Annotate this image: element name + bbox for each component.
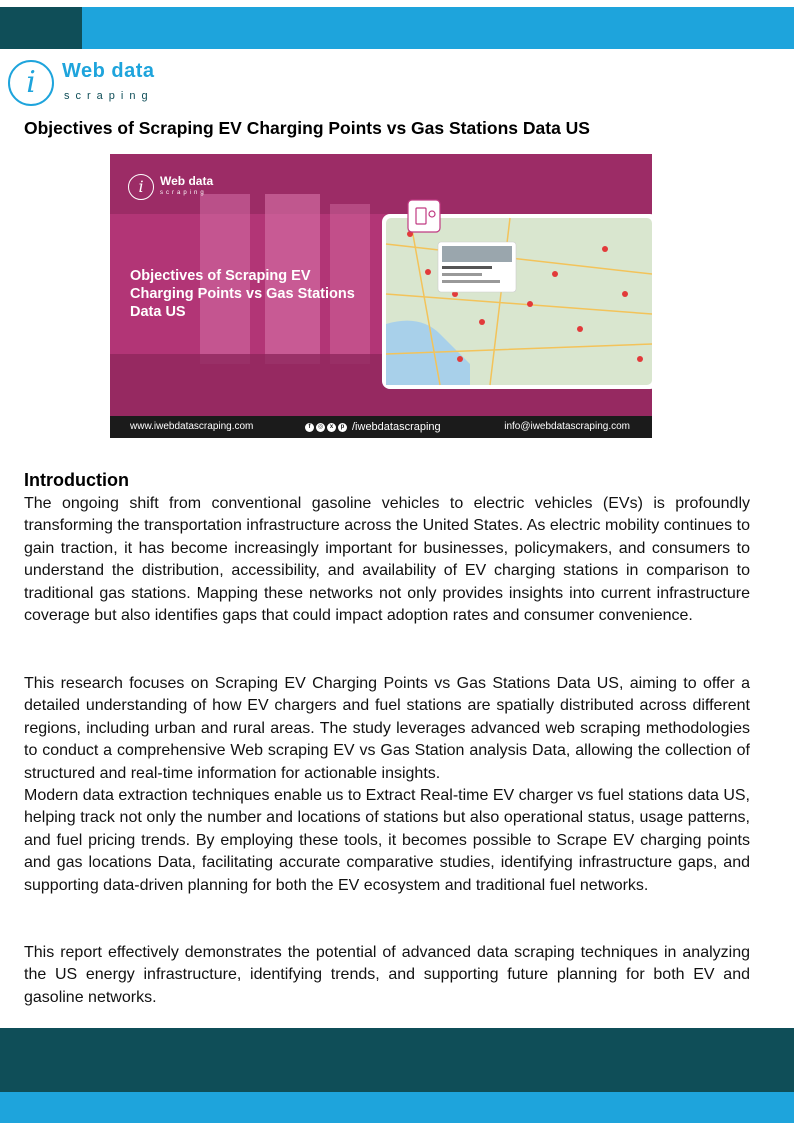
logo-letter: i xyxy=(26,65,36,100)
intro-paragraph: This report effectively demonstrates the potential of advanced data scraping techniques in analyzing the US energy infrastructure, identifying trends, and supporting future planning for both EV and gasoline networks. xyxy=(24,944,750,1006)
intro-paragraph: This research focuses on Scraping EV Charging Points vs Gas Stations Data US, aiming to offer a detailed understanding of how EV chargers and fuel stations are spatially distributed across different regions, including urban and rural areas. The study leverages advanced web scraping methodologies to conduct a comprehensive Web scraping EV vs Gas Station analysis Data, allowing the collection of structured and real-time information for actionable insights. xyxy=(24,675,750,782)
hero-logo xyxy=(128,172,248,204)
map-info-photo xyxy=(442,246,512,262)
map-info-line xyxy=(442,273,482,276)
instagram-icon[interactable]: ◎ xyxy=(317,423,324,430)
footer-band-light xyxy=(0,1092,794,1123)
header-accent-dark xyxy=(0,7,82,49)
map-pin xyxy=(602,246,608,252)
footer-band-dark xyxy=(0,1028,794,1092)
facebook-icon[interactable]: f xyxy=(305,423,314,432)
hero-banner xyxy=(110,154,652,438)
hero-email[interactable]: info@iwebdatascraping.com xyxy=(504,421,630,432)
map-pin xyxy=(457,356,463,362)
pinterest-icon[interactable]: p xyxy=(338,423,347,432)
hero-logo-wordmark: Web data xyxy=(160,174,214,188)
brand-logo[interactable] xyxy=(8,58,178,112)
map-pin xyxy=(527,301,533,307)
hero-footer xyxy=(110,416,652,438)
map-info-line xyxy=(442,280,500,283)
hero-social-handle[interactable]: /iwebdatascraping xyxy=(352,421,441,433)
logo-circle xyxy=(8,60,54,106)
logo-wordmark: Web data xyxy=(62,60,155,82)
hero-website[interactable]: www.iwebdatascraping.com xyxy=(130,421,254,432)
intro-paragraph: The ongoing shift from conventional gasoline vehicles to electric vehicles (EVs) is profoundly transforming the transportation infrastructure across the United States. As electric mobility continues to gain traction, it has become increasingly important for businesses, policymakers, and consumers to understand the distribution, accessibility, and availability of EV charging stations in comparison to traditional gas stations. Mapping these networks not only provides insights into current infrastructure coverage but also identifies gaps that could impact adoption rates and consumer convenience. xyxy=(24,495,750,625)
map-pin xyxy=(622,291,628,297)
page-title: Objectives of Scraping EV Charging Points vs Gas Stations Data US xyxy=(24,118,590,138)
x-icon[interactable]: x xyxy=(327,423,336,432)
map-pin xyxy=(479,319,485,325)
hero-social xyxy=(305,421,441,433)
header-accent-light xyxy=(82,7,794,49)
intro-paragraph: Modern data extraction techniques enable us to Extract Real-time EV charger vs fuel stations data US, helping track not only the number and locations of stations but also operational status, usage patterns, and fuel pricing trends. By employing these tools, it becomes possible to Scrape EV charging points and gas locations Data, facilitating accurate comparative studies, identifying infrastructure gaps, and supporting data-driven planning for both the EV ecosystem and traditional fuel networks. xyxy=(24,787,750,894)
charger-icon xyxy=(408,200,440,232)
hero-heading: Objectives of Scraping EV Charging Points vs Gas Stations Data US xyxy=(130,268,355,320)
map-pin xyxy=(577,326,583,332)
map-pin xyxy=(425,269,431,275)
section-heading-introduction: Introduction xyxy=(24,470,129,490)
hero-logo-letter: i xyxy=(138,177,144,196)
map-pin xyxy=(637,356,643,362)
map-pin xyxy=(552,271,558,277)
map-info-line xyxy=(442,266,492,269)
logo-tagline: scraping xyxy=(64,90,154,102)
hero-logo-tagline: scraping xyxy=(160,190,207,196)
